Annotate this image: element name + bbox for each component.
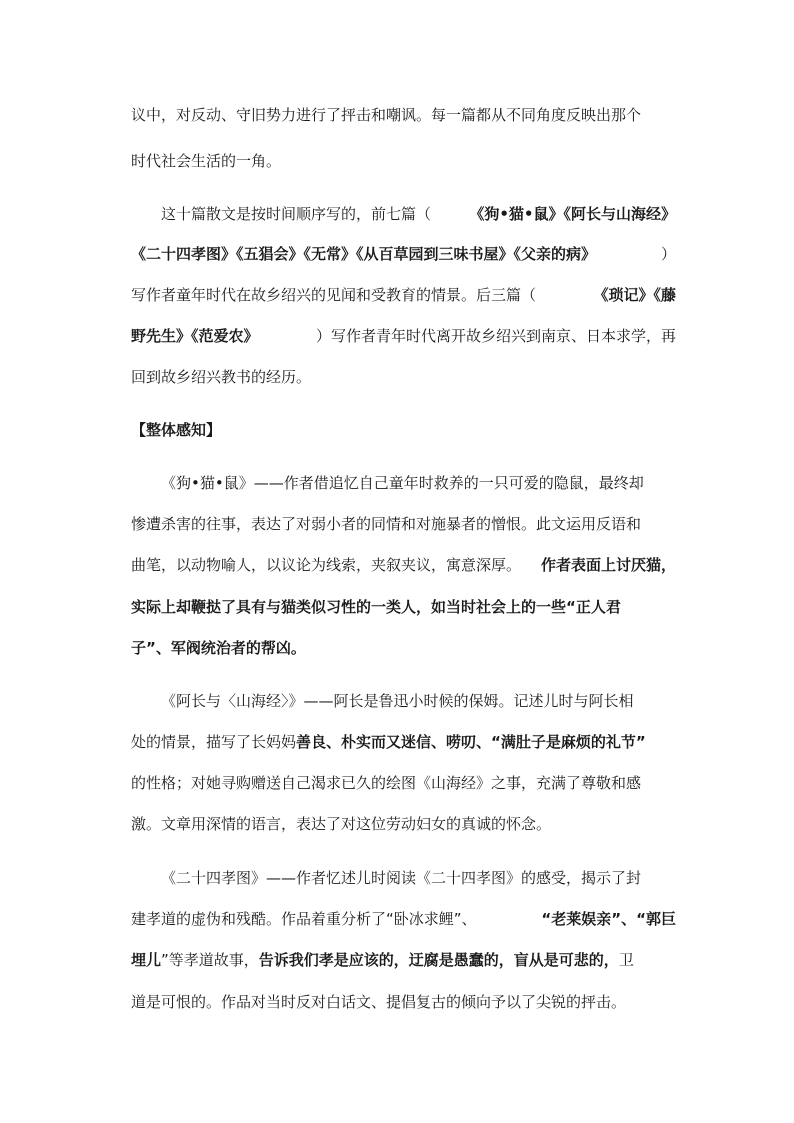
bold-text: 实际上却鞭挞了具有与猫类似习性的一类人，如当时社会上的一些“正人君 <box>131 598 621 616</box>
text: 处的情景，描写了长妈妈 <box>131 733 297 751</box>
text: 《二十四孝图》——作者忆述儿时阅读《二十四孝图》的感受，揭示了封 <box>161 869 642 887</box>
paragraph-line <box>131 150 676 172</box>
paragraph-line <box>131 813 676 835</box>
paragraph-line <box>131 991 676 1013</box>
paragraph-line <box>131 731 676 753</box>
text: 《狗•猫•鼠》——作者借追忆自己童年时救养的一只可爱的隐鼠，最终却 <box>161 474 644 492</box>
heading-text: 【整体感知】 <box>131 421 222 439</box>
text: 的性格；对她寻购赠送自己渴求已久的绘图《山海经》之事，充满了尊敬和感 <box>131 774 642 792</box>
bold-text: 子”、军阀统治者的帮凶。 <box>131 639 306 657</box>
paragraph-line <box>161 867 676 889</box>
bold-text: 埋儿 <box>131 951 162 969</box>
paragraph-line <box>131 637 676 659</box>
paragraph-line <box>131 284 676 306</box>
paragraph-line <box>131 104 676 126</box>
text: 卫 <box>618 951 634 969</box>
paragraph-line <box>131 949 676 971</box>
text: ”等孝道故事， <box>161 951 259 969</box>
text: 曲笔，以动物喻人，以议论为线索，夹叙夹议，寓意深厚。 <box>131 556 522 574</box>
bold-text: 《二十四孝图》《五猖会》《无常》《从百草园到三味书屋》《父亲的病》 <box>131 245 597 263</box>
text: 这十篇散文是按时间顺序写的，前七篇（ <box>161 205 432 223</box>
paragraph-line <box>161 690 676 712</box>
bold-text: 告诉我们孝是应该的，迂腐是愚蠢的，盲从是可悲的， <box>258 951 619 969</box>
bold-text: “老莱娱亲”、“郭巨 <box>541 910 676 928</box>
paragraph-line <box>131 325 676 347</box>
paragraph-line <box>131 596 676 618</box>
bold-text: 作者表面上讨厌猫， <box>540 556 676 574</box>
paragraph-line <box>131 908 676 930</box>
paragraph-line <box>131 513 676 535</box>
text: 惨遭杀害的往事，表达了对弱小者的同情和对施暴者的憎恨。此文运用反语和 <box>131 515 642 533</box>
bold-text: 《狗•猫•鼠》《阿长与山海经》 <box>469 205 676 223</box>
bold-text: 善良、朴实而又迷信、唠叨、“满肚子是麻烦的礼节” <box>296 733 646 751</box>
paragraph-line <box>131 772 676 794</box>
text: 建孝道的虚伪和残酷。作品着重分析了“卧冰求鲤”、 <box>131 910 477 928</box>
text: 写作者童年时代在故乡绍兴的见闻和受教育的情景。后三篇（ <box>131 286 537 304</box>
section-heading <box>131 419 676 441</box>
paragraph-line <box>131 366 676 388</box>
paragraph-line <box>131 554 676 576</box>
text: 时代社会生活的一角。 <box>131 152 282 170</box>
text: 议中，对反动、守旧势力进行了抨击和嘲讽。每一篇都从不同角度反映出那个 <box>131 106 642 124</box>
bold-text: 《琐记》《藤 <box>593 286 676 304</box>
text: ）写作者青年时代离开故乡绍兴到南京、日本求学，再 <box>315 327 676 345</box>
text: 回到故乡绍兴教书的经历。 <box>131 368 312 386</box>
paragraph-line <box>131 243 676 265</box>
text: ） <box>660 245 676 263</box>
bold-text: 野先生》《范爱农》 <box>131 327 259 345</box>
paragraph-line <box>161 203 676 225</box>
paragraph-line <box>161 472 676 494</box>
text: 《阿长与〈山海经〉》——阿长是鲁迅小时候的保姆。记述儿时与阿长相 <box>161 692 634 710</box>
text: 道是可恨的。作品对当时反对白话文、提倡复古的倾向予以了尖锐的抨击。 <box>131 993 627 1011</box>
text: 激。文章用深情的语言，表达了对这位劳动妇女的真诚的怀念。 <box>131 815 552 833</box>
